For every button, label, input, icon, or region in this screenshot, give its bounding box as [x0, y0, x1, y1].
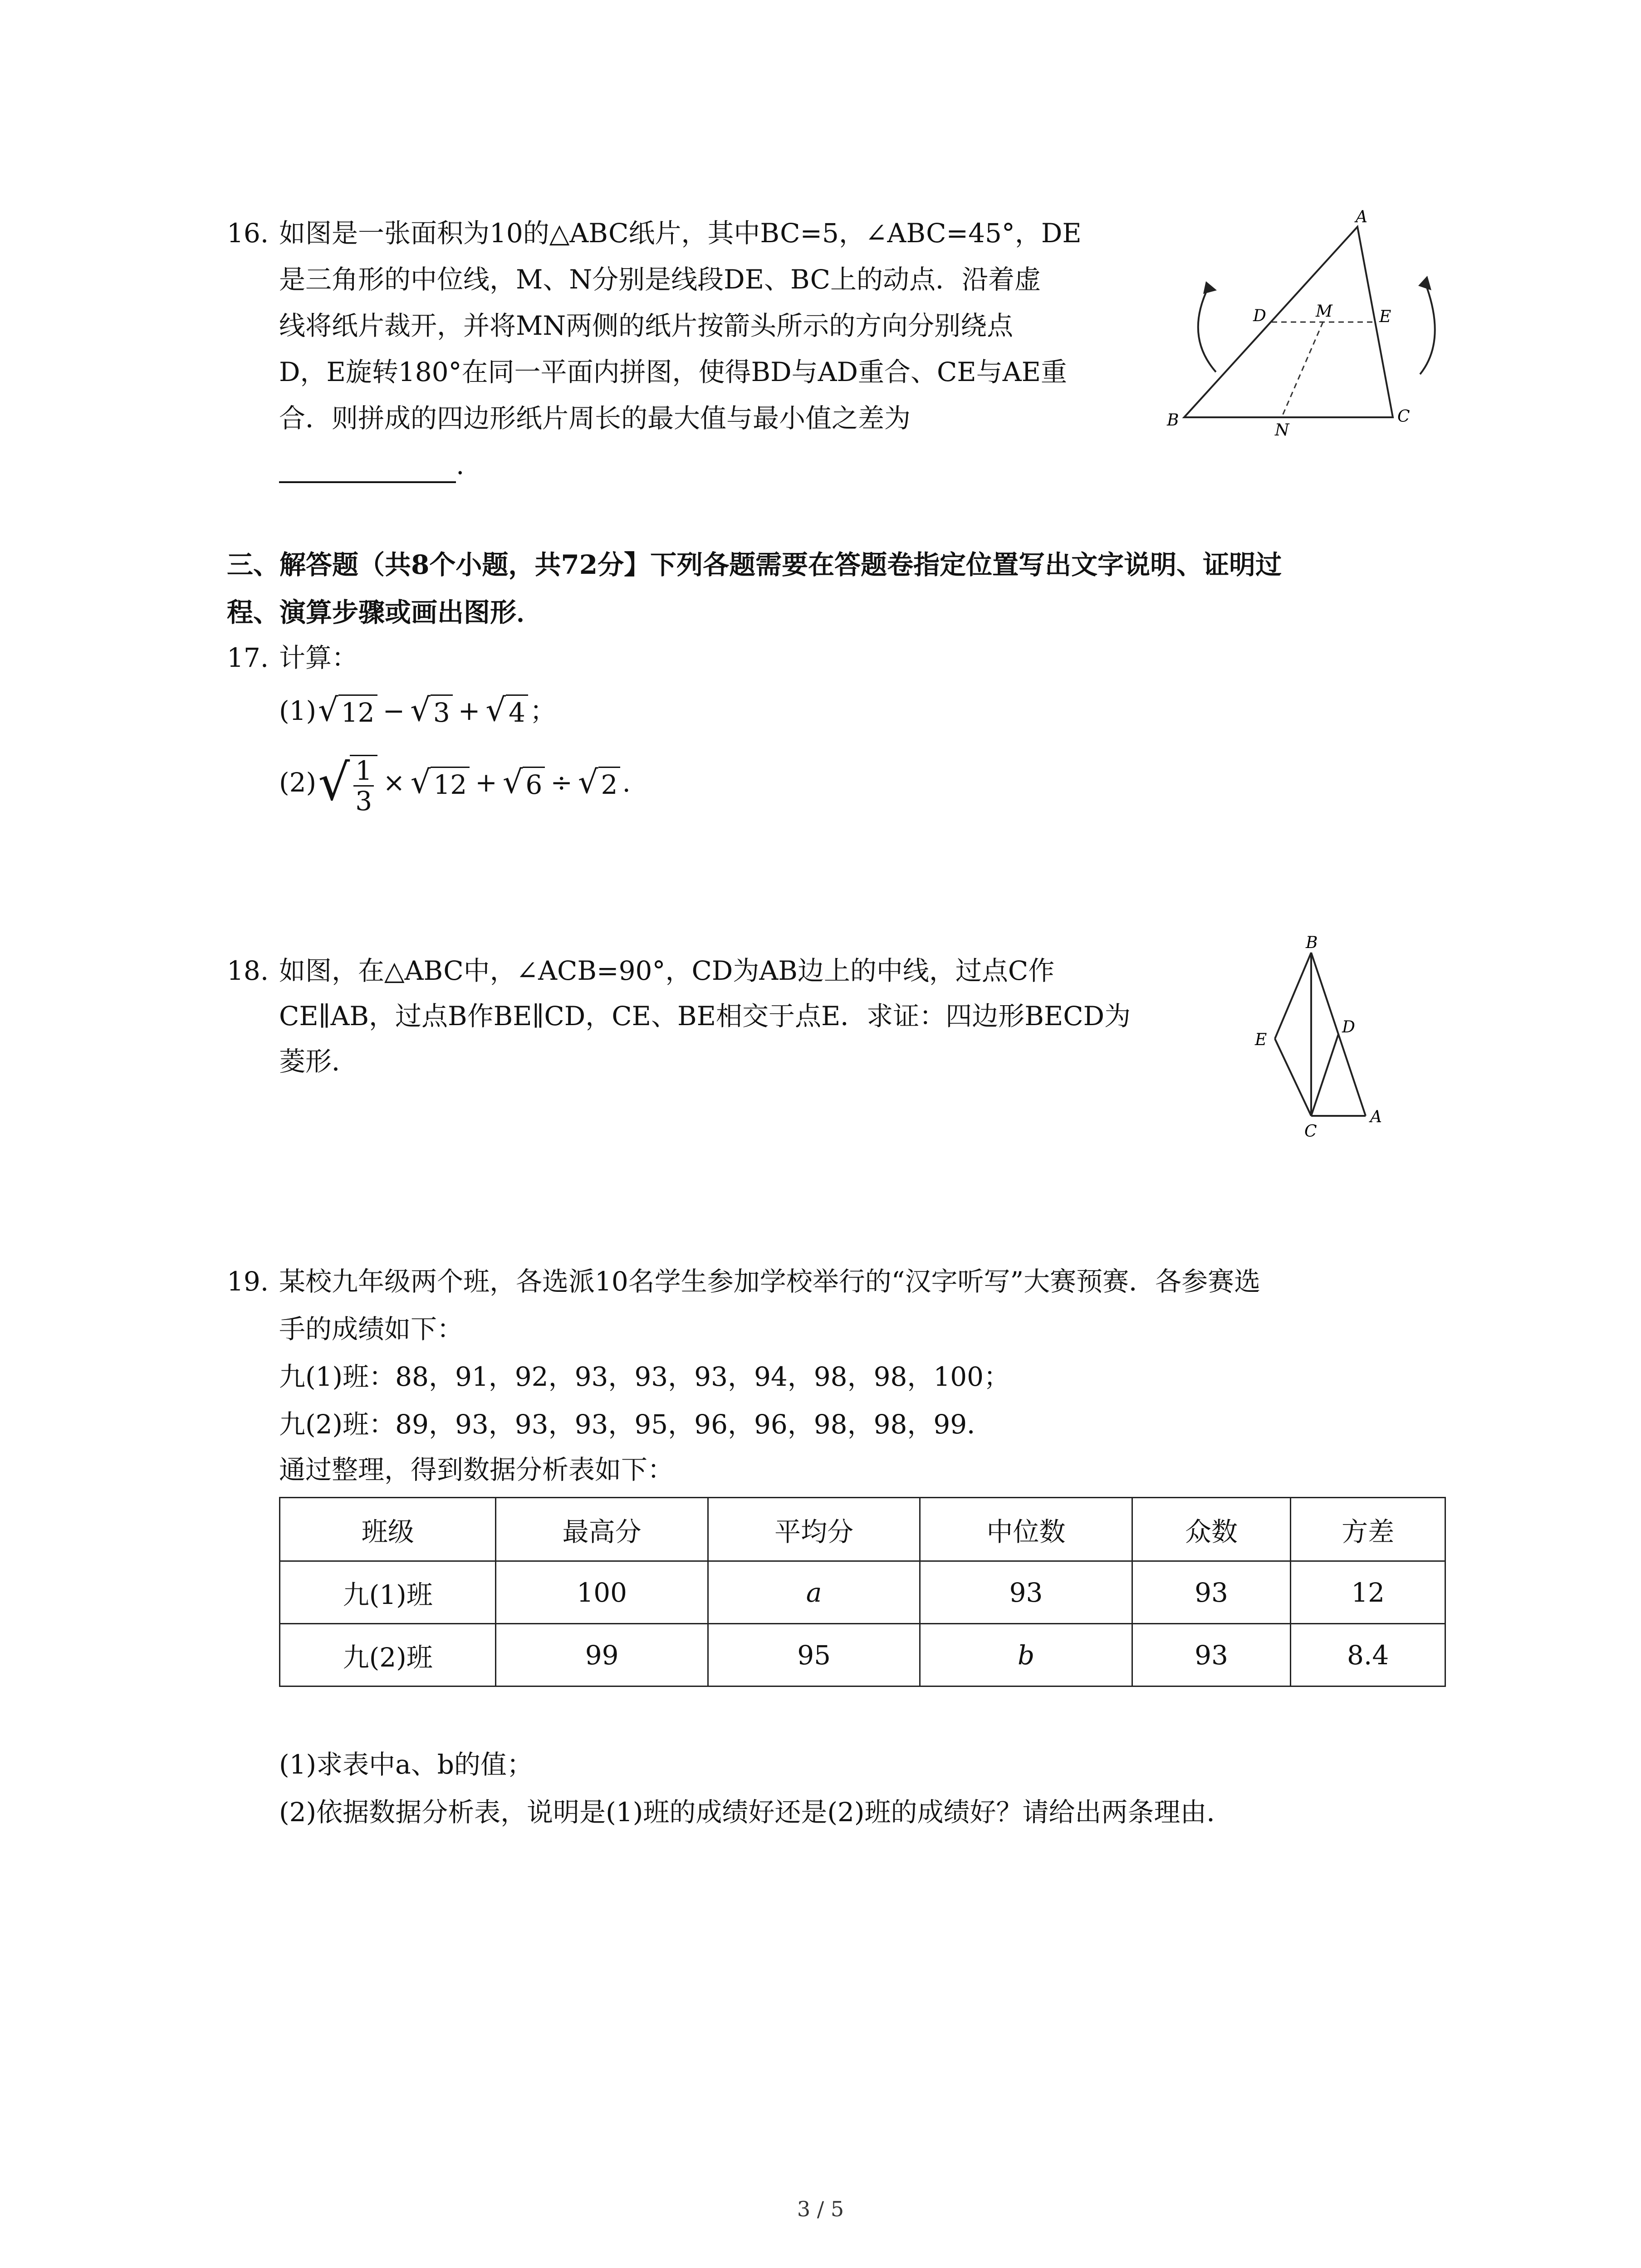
table-header: 班级: [280, 1498, 496, 1561]
table-header: 平均分: [708, 1498, 920, 1561]
q16-line-4: D，E旋转180°在同一平面内拼图，使得BD与AD重合、CE与AE重: [279, 357, 1067, 387]
q18-line-2: CE∥AB，过点B作BE∥CD，CE、BE相交于点E．求证：四边形BECD为: [279, 1001, 1131, 1031]
table-cell: 12: [1291, 1561, 1445, 1624]
q16-triangle-figure: [1152, 209, 1479, 445]
table-cell: 8.4: [1291, 1624, 1445, 1686]
q18-number: 18.: [227, 955, 269, 986]
q19-scores-class1: 九(1)班：88，91，92，93，93，93，94，98，98，100；: [279, 1361, 1010, 1392]
q19-scores-class2: 九(2)班：89，93，93，93，95，96，96，98，98，99．: [279, 1409, 994, 1440]
section3-heading-line-2: 程、演算步骤或画出图形．: [227, 597, 543, 628]
sqrt-12: √ 12: [411, 764, 470, 802]
q17-number: 17.: [227, 642, 269, 673]
table-cell: 九(1)班: [280, 1561, 496, 1624]
q19-line-2: 手的成绩如下：: [279, 1314, 464, 1344]
q19-number: 19.: [227, 1266, 269, 1297]
plus-sign: +: [458, 695, 480, 726]
plus-sign: +: [475, 767, 497, 798]
q16-label-C: C: [1397, 407, 1410, 426]
q16-line-5: 合．则拼成的四边形纸片周长的最大值与最小值之差为: [279, 403, 911, 434]
q16-line-1: 如图是一张面积为10的△ABC纸片，其中BC=5，∠ABC=45°，DE: [279, 218, 1082, 249]
table-cell: 93: [1132, 1624, 1291, 1686]
q18-label-B: B: [1306, 934, 1318, 952]
q16-label-N: N: [1275, 421, 1289, 440]
sqrt-one-third: √ $\frac{1}{3}$: [318, 748, 377, 816]
table-header-row: [280, 1498, 1445, 1561]
q16-label-E: E: [1379, 308, 1391, 326]
q17-part1-label: (1): [279, 695, 317, 726]
q17-part2-expression: [279, 748, 631, 816]
q17-title: 计算：: [279, 642, 358, 673]
table-cell: 95: [708, 1624, 920, 1686]
table-cell: a: [708, 1561, 920, 1624]
table-cell: 99: [496, 1624, 708, 1686]
table-cell: 九(2)班: [280, 1624, 496, 1686]
section3-heading-line-1: 三、解答题（共8个小题，共72分】下列各题需要在答题卷指定位置写出文字说明、证明过: [227, 549, 1282, 580]
sqrt-2: √ 2: [578, 764, 621, 802]
q16-line-3: 线将纸片裁开，并将MN两侧的纸片按箭头所示的方向分别绕点: [279, 310, 1014, 341]
table-cell: 100: [496, 1561, 708, 1624]
q19-line-5: 通过整理，得到数据分析表如下：: [279, 1454, 674, 1485]
page-number: 3 / 5: [797, 2197, 844, 2221]
answer-blank-line: [279, 454, 456, 483]
table-header: 最高分: [496, 1498, 708, 1561]
q16-label-B: B: [1167, 411, 1179, 430]
q18-label-A: A: [1370, 1108, 1382, 1126]
q16-line-2: 是三角形的中位线，M、N分别是线段DE、BC上的动点．沿着虚: [279, 264, 1041, 295]
fraction-numerator: 1: [353, 756, 374, 787]
q18-label-D: D: [1342, 1018, 1355, 1036]
q17-part2-end: .: [622, 767, 631, 798]
q17-part1-expression: [279, 692, 556, 729]
table-header: 方差: [1291, 1498, 1445, 1561]
q19-subquestion-2: (2)依据数据分析表，说明是(1)班的成绩好还是(2)班的成绩好？请给出两条理由．: [279, 1797, 1233, 1828]
sqrt-12: √ 12: [318, 692, 377, 729]
sqrt-4: √ 4: [485, 692, 528, 729]
table-cell: 93: [1132, 1561, 1291, 1624]
table-cell: 93: [920, 1561, 1132, 1624]
q18-rhombus-figure: [1234, 934, 1443, 1152]
q17-part1-end: ；: [529, 695, 556, 726]
q18-label-E: E: [1255, 1031, 1267, 1049]
q19-line-1: 某校九年级两个班，各选派10名学生参加学校举行的“汉字听写”大赛预赛．各参赛选: [279, 1266, 1261, 1297]
q16-label-M: M: [1316, 302, 1332, 321]
table-row: [280, 1624, 1445, 1686]
table-header: 中位数: [920, 1498, 1132, 1561]
q19-analysis-table: [279, 1497, 1446, 1687]
times-sign: ×: [383, 767, 405, 798]
table-row: [280, 1561, 1445, 1624]
q18-line-3: 菱形．: [279, 1046, 358, 1077]
q16-number: 16.: [227, 218, 269, 249]
table-header: 众数: [1132, 1498, 1291, 1561]
q16-label-A: A: [1356, 209, 1367, 226]
q16-end-period: .: [456, 450, 465, 480]
q18-label-C: C: [1304, 1122, 1317, 1141]
q16-answer-blank: [279, 447, 464, 483]
minus-sign: −: [382, 695, 405, 726]
sqrt-3: √ 3: [410, 692, 453, 729]
q18-line-1: 如图，在△ABC中，∠ACB=90°，CD为AB边上的中线，过点C作: [279, 955, 1055, 986]
divide-sign: ÷: [550, 767, 573, 798]
q17-part2-label: (2): [279, 767, 317, 798]
fraction-denominator: 3: [355, 786, 372, 816]
q16-label-D: D: [1253, 307, 1266, 325]
table-cell: b: [920, 1624, 1132, 1686]
sqrt-6: √ 6: [503, 764, 545, 802]
q19-subquestion-1: (1)求表中a、b的值；: [279, 1749, 533, 1780]
